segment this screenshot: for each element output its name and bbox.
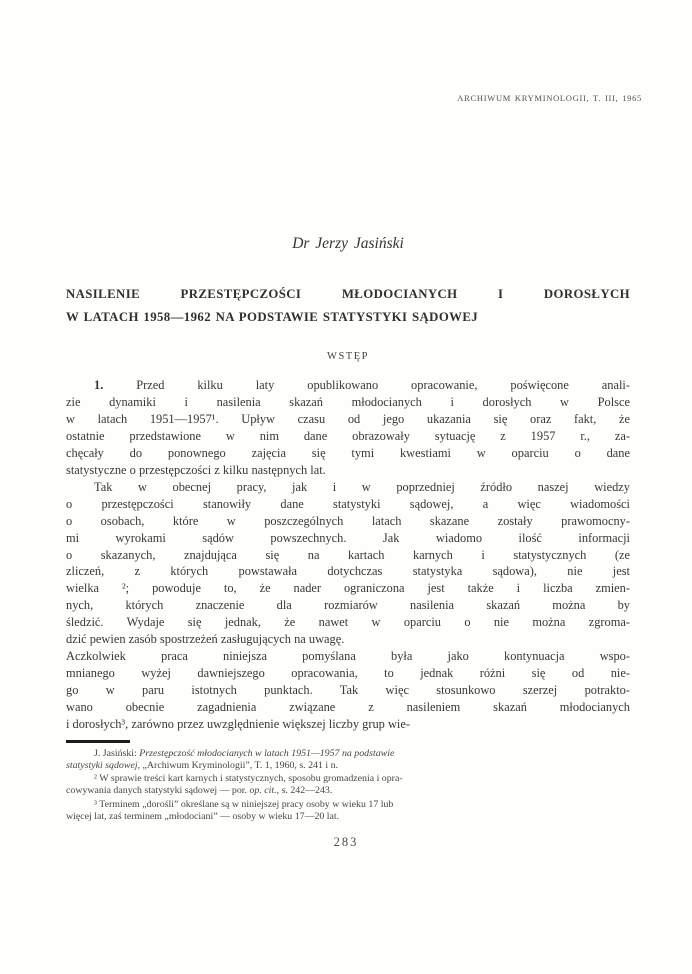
body-text bbox=[66, 377, 630, 733]
paragraph-line: śledzić. Wydaje się jednak, że nawet w oparciu o nie można zgroma- bbox=[66, 615, 630, 630]
paragraph-line: dzić pewien zasób spostrzeżeń zasługujących na uwagę. bbox=[66, 632, 345, 647]
paragraph-line: zie dynamiki i nasilenia skazań młodocianych i dorosłych w Polsce bbox=[66, 394, 630, 409]
paragraph-line: mi wyrokami sądów powszechnych. Jak wiadomo ilość informacji bbox=[66, 530, 630, 545]
footnote-text: więcej lat, zaś terminem „młodociani” — osoby w wieku 17—20 lat. bbox=[66, 810, 340, 822]
section-heading: WSTĘP bbox=[327, 351, 369, 362]
footnote bbox=[66, 773, 630, 796]
footnote bbox=[66, 748, 630, 771]
paragraph-line: o przestępczości stanowiły dane statystyki sądowej, a więc wiadomości bbox=[66, 496, 630, 511]
paragraph-line: Aczkolwiek praca niniejsza pomyślana była jako kontynuacja wspo- bbox=[66, 649, 630, 664]
footnote-italic-text: statystyki sądowej bbox=[66, 759, 138, 771]
paragraph-line: o skazanych, znajdująca się na kartach karnych i statystycznych (ze bbox=[66, 547, 630, 562]
footnote-italic-text: Przestępczość młodocianych w latach 1951—1957 na podstawie bbox=[139, 748, 395, 759]
paragraph-line: w latach 1951—1957¹. Upływ czasu od jego ukazania się oraz fakt, że bbox=[66, 411, 630, 426]
footnote-text: ³ Terminem „dorośli” określane są w niniejszej pracy osoby w wieku 17 lub bbox=[94, 798, 394, 810]
footnote-text: , „Archiwum Kryminologii”, T. 1, 1960, s. 241 i n. bbox=[137, 759, 338, 771]
paragraph-line: Tak w obecnej pracy, jak i w poprzedniej źródło naszej wiedzy bbox=[94, 479, 630, 494]
article-title-line2: W LATACH 1958—1962 NA PODSTAWIE STATYSTYKI SĄDOWEJ bbox=[66, 310, 479, 324]
footnote-line bbox=[66, 785, 630, 797]
paragraph-line: zliczeń, z których powstawała dotychczas statystyka sądowa), nie jest bbox=[66, 564, 630, 579]
footnote-text: , s. 242—243. bbox=[276, 785, 333, 797]
footnote-line bbox=[66, 760, 630, 772]
author-byline: Dr Jerzy Jasiński bbox=[292, 235, 404, 252]
footnote-line bbox=[66, 799, 630, 811]
page-number: 283 bbox=[333, 835, 359, 849]
paragraph-number: 1. bbox=[94, 378, 104, 392]
footnote-text: J. Jasiński: bbox=[94, 748, 140, 759]
footnote-line bbox=[66, 773, 630, 785]
paragraph-line: go w paru istotnych punktach. Tak więc stosunkowo szerzej potrakto- bbox=[66, 683, 630, 698]
footnotes bbox=[66, 748, 630, 824]
footnote-italic-text: op. cit. bbox=[249, 785, 277, 797]
paragraph-line: ostatnie przedstawione w nim dane obrazowały sytuację z 1957 r., za- bbox=[66, 428, 630, 443]
paragraph-line: wano obecnie zagadnienia związane z nasileniem skazań młodocianych bbox=[66, 700, 630, 715]
paragraph-line: chęcały do ponownego zajęcia się tymi kwestiami w oparciu o dane bbox=[66, 445, 630, 460]
footnote bbox=[66, 799, 630, 822]
paragraph-line: i dorosłych³, zarówno przez uwzględnienie większej liczby grup wie- bbox=[66, 717, 410, 732]
footnote-text: ² W sprawie treści kart karnych i statystycznych, sposobu gromadzenia i opra- bbox=[94, 773, 403, 785]
paragraph-line: 1. Przed kilku laty opublikowano opracowanie, poświęcone anali- bbox=[94, 378, 630, 392]
paragraph-line: mnianego wyżej dawniejszego opracowania, to jednak różni się od nie- bbox=[66, 666, 630, 681]
footnote-line bbox=[66, 748, 630, 760]
footnote-text: cowywania danych statystyki sądowej — por. bbox=[66, 785, 250, 797]
paragraph-line: nych, których znaczenie dla rozmiarów nasilenia skazań można by bbox=[66, 598, 630, 613]
footnote-separator-rule bbox=[66, 740, 130, 743]
article-title bbox=[66, 283, 630, 329]
paragraph-line: o osobach, które w poszczególnych latach skazane zostały prawomocny- bbox=[66, 513, 630, 528]
paragraph-line: statystyczne o przestępczości z kilku następnych lat. bbox=[66, 462, 326, 477]
paragraph-line: wielka ²; powoduje to, że nader ograniczona jest także i liczba zmien- bbox=[66, 581, 630, 596]
running-head: ARCHIWUM KRYMINOLOGII, T. III, 1965 bbox=[457, 93, 642, 103]
footnote-line bbox=[66, 811, 630, 823]
article-title-line1: NASILENIE PRZESTĘPCZOŚCI MŁODOCIANYCH I DOROSŁYCH bbox=[66, 287, 630, 301]
